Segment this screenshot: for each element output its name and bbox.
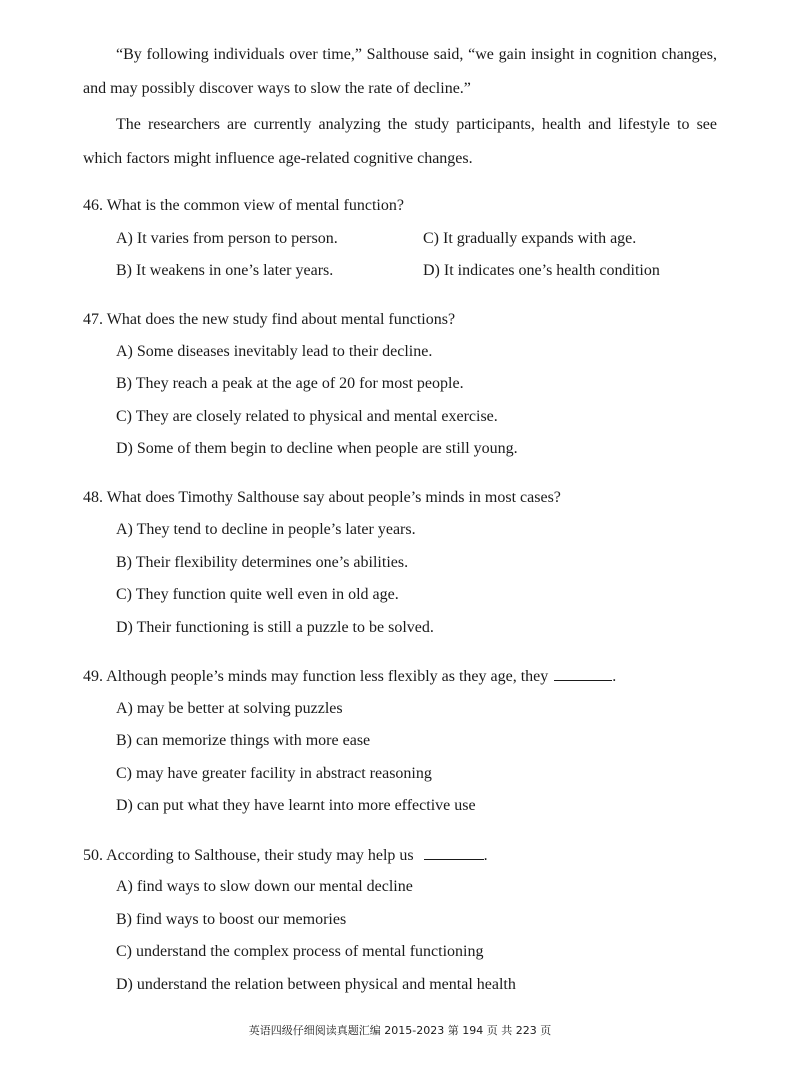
passage-paragraph-1: “By following individuals over time,” Salthouse said, “we gain insight in cognition changes, and may possibly discover ways to slow the rate of decline.” (83, 46, 717, 97)
answer-blank-49 (554, 666, 612, 681)
question-48-option-c: C) They function quite well even in old age. (116, 586, 399, 603)
question-50-stem (83, 845, 488, 866)
question-49-stem-end: . (612, 668, 617, 685)
question-48-option-b: B) Their flexibility determines one’s abilities. (116, 554, 409, 571)
question-50-stem-text: 50. According to Salthouse, their study may help us (83, 847, 414, 864)
question-47-option-b: B) They reach a peak at the age of 20 for most people. (116, 375, 464, 392)
question-49-option-d: D) can put what they have learnt into more effective use (116, 797, 476, 814)
answer-blank-50 (424, 845, 484, 860)
question-47-option-a: A) Some diseases inevitably lead to their decline. (116, 343, 433, 360)
question-47-option-d: D) Some of them begin to decline when people are still young. (116, 440, 518, 457)
question-46-option-b: B) It weakens in one’s later years. (116, 262, 334, 279)
question-46-option-a: A) It varies from person to person. (116, 230, 338, 247)
question-49-option-c: C) may have greater facility in abstract reasoning (116, 765, 432, 782)
question-50-option-c: C) understand the complex process of mental functioning (116, 943, 484, 960)
question-46-stem: 46. What is the common view of mental function? (83, 197, 404, 214)
question-46-option-d: D) It indicates one’s health condition (423, 262, 660, 279)
question-50-stem-end: . (483, 847, 488, 864)
question-50-option-b: B) find ways to boost our memories (116, 911, 347, 928)
question-49-stem-text: 49. Although people’s minds may function less flexibly as they age, they (83, 668, 549, 685)
question-48-option-a: A) They tend to decline in people’s later years. (116, 521, 416, 538)
question-50-option-d: D) understand the relation between physical and mental health (116, 976, 516, 993)
question-49-stem (83, 666, 616, 687)
question-47-stem: 47. What does the new study find about mental functions? (83, 311, 456, 328)
question-49-option-a: A) may be better at solving puzzles (116, 700, 343, 717)
question-49-option-b: B) can memorize things with more ease (116, 732, 371, 749)
page-footer: 英语四级仔细阅读真题汇编 2015-2023 第 194 页 共 223 页 (248, 1024, 552, 1037)
question-48-stem: 48. What does Timothy Salthouse say about people’s minds in most cases? (83, 489, 561, 506)
question-48-option-d: D) Their functioning is still a puzzle to be solved. (116, 619, 434, 636)
question-47-option-c: C) They are closely related to physical and mental exercise. (116, 408, 498, 425)
passage-paragraph-2: The researchers are currently analyzing the study participants, health and lifestyle to see which factors might influence age-related cognitive changes. (83, 116, 717, 167)
question-46-option-c: C) It gradually expands with age. (423, 230, 637, 247)
question-50-option-a: A) find ways to slow down our mental decline (116, 878, 413, 895)
